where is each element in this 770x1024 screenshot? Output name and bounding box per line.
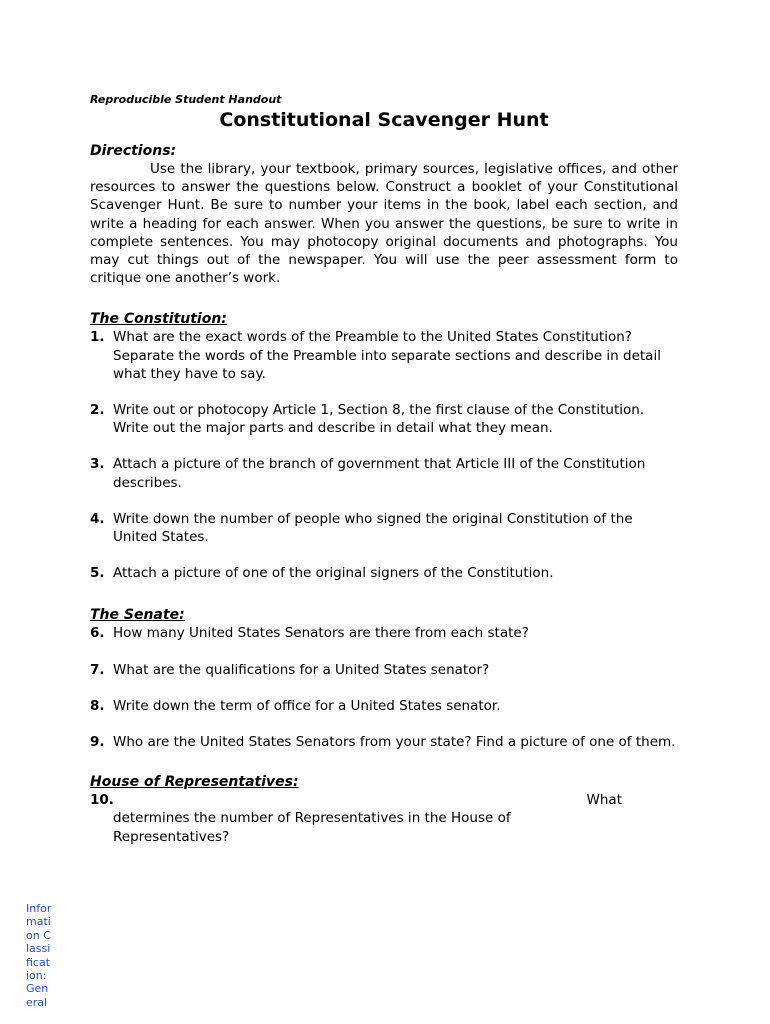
handout-label: Reproducible Student Handout xyxy=(90,93,282,106)
question-item xyxy=(90,624,678,642)
document-title: Constitutional Scavenger Hunt xyxy=(219,109,549,131)
question-number: 4. xyxy=(90,510,105,527)
question-text: Write down the number of people who signed the original Constitution of the United States. xyxy=(113,510,633,546)
question-text: determines the number of Representatives in the House of Representatives? xyxy=(113,810,511,845)
question-number: 2. xyxy=(90,402,105,419)
senate-question-list xyxy=(90,624,678,751)
question-number: 8. xyxy=(90,697,105,714)
section-heading-constitution: The Constitution: xyxy=(90,311,227,328)
question-number: 7. xyxy=(90,661,105,678)
constitution-question-list xyxy=(90,328,678,582)
question-item xyxy=(90,328,678,383)
directions-text: Use the library, your textbook, primary sources, legislative offices, and other resources to answer the questions below. Construct a booklet of your Constitutional Scavenger Hunt. Be sure to number your items in the book, label each section, and write a heading for each answer. When you answer the questions, be sure to write in complete sentences. You may photocopy original documents and photographs. You may cut things out of the newspaper. You will use the peer assessment form to critique one another’s work. xyxy=(90,161,678,287)
question-item-house xyxy=(90,791,678,846)
section-heading-senate: The Senate: xyxy=(90,607,185,624)
question-number: 3. xyxy=(90,456,105,473)
question-number: 1. xyxy=(90,329,105,346)
question-text: What are the exact words of the Preamble to the United States Constitution? Separate the words of the Preamble into separate sections and describe in detail what they have to say. xyxy=(113,329,661,382)
question-item xyxy=(90,697,678,715)
question-number: 5. xyxy=(90,565,105,582)
question-item xyxy=(90,455,678,491)
directions-heading: Directions: xyxy=(90,143,177,159)
question-item xyxy=(90,564,678,582)
question-text: Attach a picture of one of the original signers of the Constitution. xyxy=(113,565,554,582)
question-text: Who are the United States Senators from your state? Find a picture of one of them. xyxy=(113,734,676,751)
question-text: Write down the term of office for a United States senator. xyxy=(113,697,501,714)
question-item xyxy=(90,401,678,437)
information-classification-label: Information Classification: General xyxy=(26,902,52,1009)
question-text: What are the qualifications for a United States senator? xyxy=(113,661,490,678)
question-number: 6. xyxy=(90,625,105,642)
question-number: 10. xyxy=(90,792,114,809)
question-number: 9. xyxy=(90,734,105,751)
section-heading-house: House of Representatives: xyxy=(90,774,299,791)
question-item xyxy=(90,510,678,546)
question-item xyxy=(90,661,678,679)
question-first-line xyxy=(90,791,678,809)
question-text: Write out or photocopy Article 1, Section 8, the first clause of the Constitution. Write out the major parts and describe in detail what they mean. xyxy=(113,402,645,437)
question-text: Attach a picture of the branch of government that Article III of the Constitution describes. xyxy=(113,456,646,491)
question-item xyxy=(90,733,678,751)
question-text: How many United States Senators are there from each state? xyxy=(113,625,529,642)
question-lead-word: What xyxy=(586,792,622,809)
handout-page xyxy=(90,92,678,846)
